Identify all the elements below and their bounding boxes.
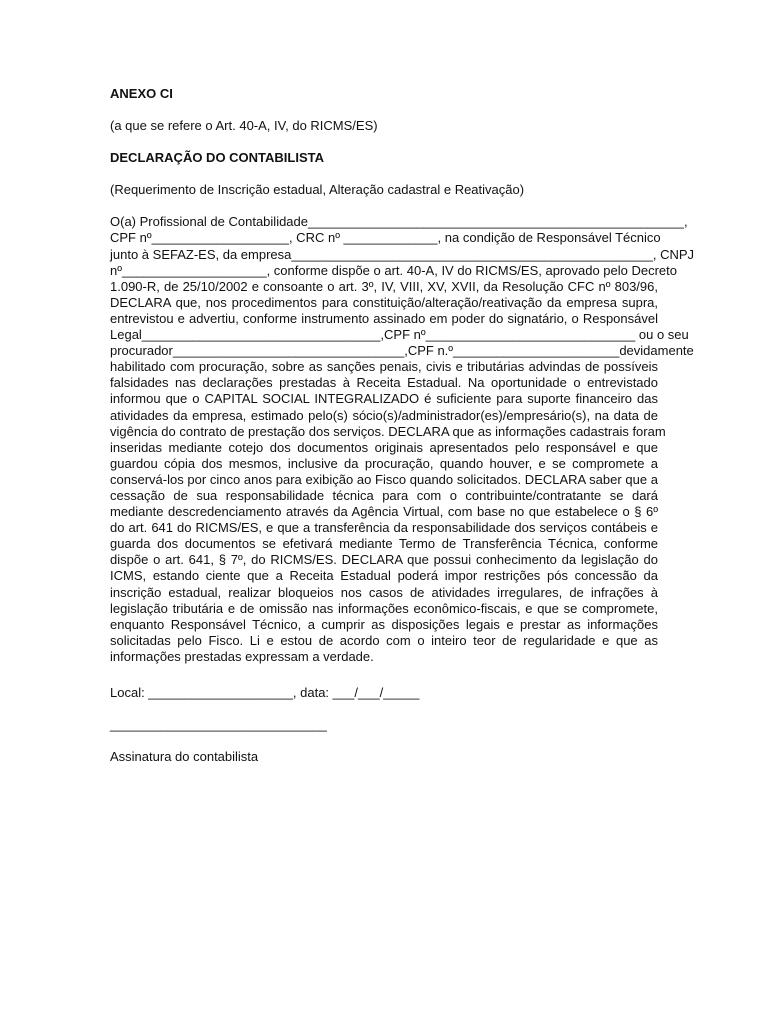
body-line: informações prestadas expressam a verdade. — [110, 648, 374, 664]
document-title: DECLARAÇÃO DO CONTABILISTA — [110, 150, 325, 166]
document-subtitle: (Requerimento de Inscrição estadual, Alteração cadastral e Reativação) — [110, 182, 525, 198]
body-line: dispõe o art. 641, § 7º, do RICMS/ES. DECLARA que possui conhecimento da legislação do — [110, 552, 658, 568]
body-line: inscrição estadual, realizar bloqueios nos casos de atividades irregulares, de infrações à — [110, 584, 658, 600]
body-line: habilitado com procuração, sobre as sanções penais, civis e tributárias advindas de possíveis — [110, 359, 658, 375]
body-line: informou que o CAPITAL SOCIAL INTEGRALIZADO é suficiente para suporte financeiro das — [110, 391, 658, 407]
body-line: atividades da empresa, estimado pelo(s) sócio(s)/administrador(es)/empresário(s), na data de — [110, 407, 658, 423]
body-line: DECLARA que, nos procedimentos para constituição/alteração/reativação da empresa supra, — [110, 294, 658, 310]
signature-label: Assinatura do contabilista — [110, 749, 259, 765]
body-line: procurador________________________________,CPF n.º_______________________devidamente — [110, 343, 694, 359]
body-line: nº____________________, conforme dispõe o art. 40-A, IV do RICMS/ES, aprovado pelo Decreto — [110, 262, 678, 278]
body-line: guardou cópia dos mesmos, inclusive da procuração, quando houver, e se compromete a — [110, 455, 658, 471]
body-line: guarda dos documentos se efetivará mediante Termo de Transferência Técnica, conforme — [110, 536, 658, 552]
body-line: falsidades nas declarações prestadas à Receita Estadual. Na oportunidade o entrevistado — [110, 375, 658, 391]
signature-line: ______________________________ — [110, 717, 327, 733]
body-line: enquanto Responsável Técnico, a cumprir as disposições legais e prestar as informações — [110, 616, 658, 632]
body-line: mediante descredenciamento através da Agência Virtual, com base no que estabelece o § 6º — [110, 504, 658, 520]
body-line: cessação de sua responsabilidade técnica para com o contribuinte/contratante se dará — [110, 487, 658, 503]
body-line: inseridas mediante cotejo dos documentos originais apresentados pelo responsável e que — [110, 439, 658, 455]
body-line: entrevistou e advertiu, conforme instrumento assinado em poder do signatário, o Responsável — [110, 310, 658, 326]
body-line: O(a) Profissional de Contabilidade____________________________________________________, — [110, 214, 688, 230]
local-date-line: Local: ____________________, data: ___/___/_____ — [110, 685, 420, 700]
body-line: legislação tributária e de omissão nas informações econômico-fiscais, e que se compromete, — [110, 600, 658, 616]
declaration-body — [110, 214, 695, 665]
body-line: junto à SEFAZ-ES, da empresa__________________________________________________, CNPJ — [110, 246, 695, 262]
body-line: conservá-los por cinco anos para exibição ao Fisco quando solicitados. DECLARA saber que a — [110, 471, 658, 487]
reference-line: (a que se refere o Art. 40-A, IV, do RICMS/ES) — [110, 118, 378, 134]
body-line: Legal_________________________________,CPF nº_____________________________ ou o seu — [110, 327, 689, 343]
body-line: 1.090-R, de 25/10/2002 e consoante o art. 3º, IV, VIII, XV, XVII, da Resolução CFC nº 803/96, — [110, 278, 658, 294]
body-line: do art. 641 do RICMS/ES, e que a transferência da responsabilidade dos serviços contábeis e — [110, 520, 658, 536]
body-line: solicitadas pelo Fisco. Li e estou de acordo com o inteiro teor de regularidade e que as — [110, 632, 658, 648]
body-line: ICMS, estando ciente que a Receita Estadual poderá impor restrições pós concessão da — [110, 568, 658, 584]
body-line: CPF nº___________________, CRC nº _____________, na condição de Responsável Técnico — [110, 230, 661, 246]
annex-heading: ANEXO CI — [110, 86, 173, 101]
body-line: vigência do contrato de prestação dos serviços. DECLARA que as informações cadastrais foram — [110, 423, 666, 439]
document-content — [110, 86, 695, 765]
